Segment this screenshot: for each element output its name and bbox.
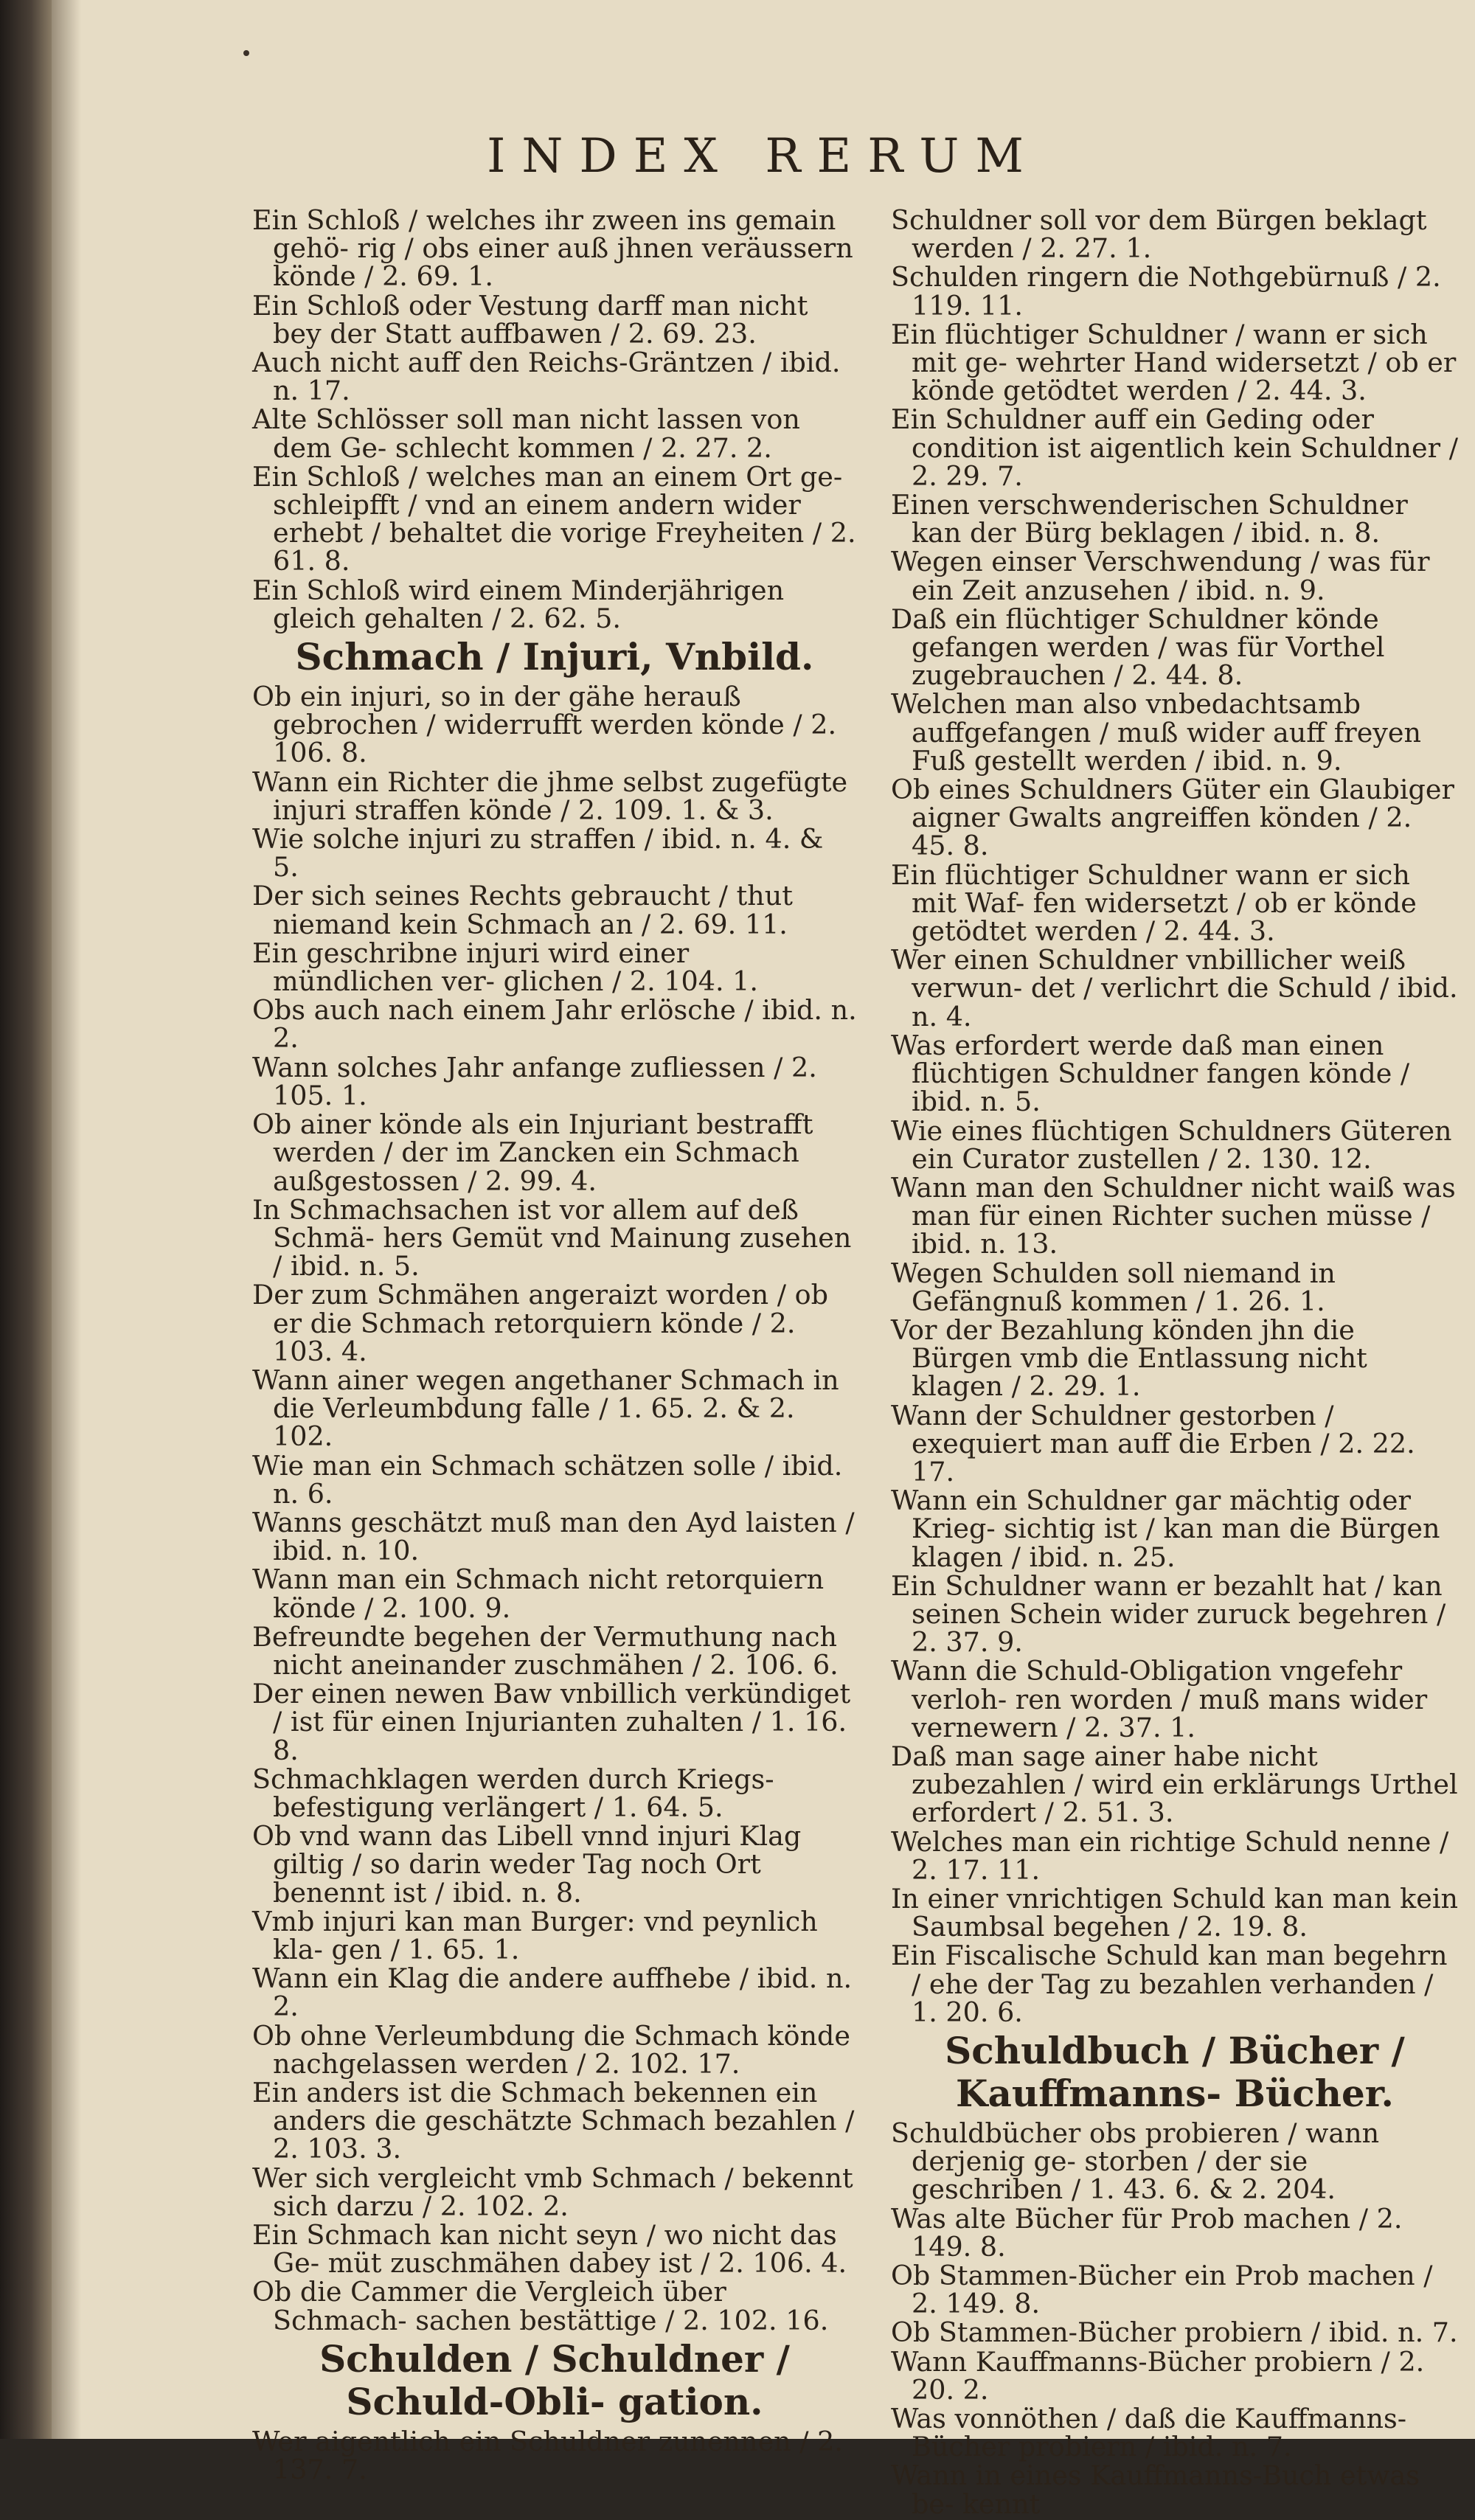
index-entry: Ein anders ist die Schmach bekennen ein anders die geschätzte Schmach bezahlen / 2. 103. 3. bbox=[252, 2077, 855, 2165]
book-binding bbox=[0, 0, 52, 2439]
index-entry: Was vonnöthen / daß die Kauffmanns-Bücher probiern / ibid. n. 7. bbox=[891, 2403, 1407, 2463]
index-entry: Wann Kauffmanns-Bücher probiern / 2. 20. 2. bbox=[891, 2345, 1425, 2406]
right-column bbox=[891, 206, 1459, 2519]
index-entry: Wanns geschätzt muß man den Ayd laisten / ibid. n. 10. bbox=[252, 1506, 855, 1567]
index-entry: Alte Schlösser soll man nicht lassen von dem Ge- schlecht kommen / 2. 27. 2. bbox=[252, 403, 800, 464]
index-entry: Ein Schuldner auff ein Geding oder condition ist aigentlich kein Schuldner / 2. 29. 7. bbox=[891, 403, 1458, 492]
index-entry: Wann ainer wegen angethaner Schmach in die Verleumbdung falle / 1. 65. 2. & 2. 102. bbox=[252, 1364, 839, 1453]
page-title: INDEX RERUM bbox=[487, 129, 1040, 184]
index-entry: Wann ein Klag die andere auffhebe / ibid. n. 2. bbox=[252, 1962, 853, 2023]
index-entry: Daß ein flüchtiger Schuldner könde gefangen werden / was für Vorthel zugebrauchen / 2. 44. 8. bbox=[891, 603, 1385, 692]
index-entry: Wer sich vergleicht vmb Schmach / bekennt sich darzu / 2. 102. 2. bbox=[252, 2162, 853, 2222]
index-entry: Wann die Schuld-Obligation vngefehr verloh- ren worden / muß mans wider vernewern / 2. 37. 1. bbox=[891, 1655, 1428, 1743]
index-entry: Ob Stammen-Bücher ein Prob machen / 2. 149. 8. bbox=[891, 2260, 1433, 2320]
index-entry: Schuldbücher obs probieren / wann derjenig ge- storben / der sie geschriben / 1. 43. 6. & 2. 204. bbox=[891, 2117, 1380, 2206]
index-entry: Wer einen Schuldner vnbillicher weiß verwun- det / verlichrt die Schuld / ibid. n. 4. bbox=[891, 944, 1458, 1032]
index-entry: Ein geschribne injuri wird einer mündlichen ver- glichen / 2. 104. 1. bbox=[252, 937, 758, 998]
index-entry: Wann man den Schuldner nicht waiß was man für einen Richter suchen müsse / ibid. n. 13. bbox=[891, 1171, 1456, 1260]
index-entry: Der zum Schmähen angeraizt worden / ob er die Schmach retorquiern könde / 2. 103. 4. bbox=[252, 1279, 829, 1367]
index-heading: Schulden / Schuldner / Schuld-Obli- gation. bbox=[319, 2336, 790, 2423]
page-mark bbox=[243, 50, 249, 56]
index-entry: Wann ein Schuldner gar mächtig oder Krieg- sichtig ist / kan man die Bürgen klagen / ibid. n. 25. bbox=[891, 1485, 1440, 1573]
index-entry: Wann man ein Schmach nicht retorquiern könde / 2. 100. 9. bbox=[252, 1563, 825, 1624]
index-heading: Schuldbuch / Bücher / Kauffmanns- Bücher. bbox=[945, 2029, 1405, 2115]
index-entry: Wer aigentlich ein Schuldner zunennen / 2. 137. 7. bbox=[252, 2425, 844, 2486]
index-entry: Ein Schmach kan nicht seyn / wo nicht das Ge- müt zuschmähen dabey ist / 2. 106. 4. bbox=[252, 2219, 847, 2280]
index-entry: Ein Fiscalische Schuld kan man begehrn / ehe der Tag zu bezahlen verhanden / 1. 20. 6. bbox=[891, 1940, 1448, 2028]
index-entry: Ob die Cammer die Vergleich über Schmach- sachen bestättige / 2. 102. 16. bbox=[252, 2276, 829, 2336]
index-entry: Ein Schloß oder Vestung darff man nicht bey der Statt auffbawen / 2. 69. 23. bbox=[252, 289, 808, 350]
index-entry: Ein Schloß / welches man an einem Ort ge- schleipfft / vnd an einem andern wider erhebt / behaltet die vorige Freyheiten / 2. 61. 8. bbox=[252, 460, 856, 577]
index-entry: Ob ohne Verleumbdung die Schmach könde nachgelassen werden / 2. 102. 17. bbox=[252, 2019, 850, 2080]
index-entry: Der einen newen Baw vnbillich verkündiget / ist für einen Injurianten zuhalten / 1. 16. 8. bbox=[252, 1678, 851, 1766]
index-entry: Wegen einser Verschwendung / was für ein Zeit anzusehen / ibid. n. 9. bbox=[891, 546, 1430, 606]
index-entry: Befreundte begehen der Vermuthung nach nicht aneinander zuschmähen / 2. 106. 6. bbox=[252, 1620, 839, 1681]
index-entry: Wie eines flüchtigen Schuldners Güteren ein Curator zustellen / 2. 130. 12. bbox=[891, 1114, 1452, 1175]
index-entry: Ein flüchtiger Schuldner wann er sich mit Waf- fen widersetzt / ob er könde getödtet werden / 2. 44. 3. bbox=[891, 858, 1417, 948]
index-entry: Ob Stammen-Bücher probiern / ibid. n. 7. bbox=[891, 2316, 1458, 2349]
index-entry: Wie solche injuri zu straffen / ibid. n. 4. & 5. bbox=[252, 823, 824, 884]
index-heading: Schmach / Injuri, Vnbild. bbox=[295, 635, 814, 679]
index-entry: Wann solches Jahr anfange zufliessen / 2. 105. 1. bbox=[252, 1051, 817, 1111]
index-entry: Wann in eines Kauffmanns-Buch etwas be- kennt bbox=[891, 2460, 1420, 2520]
index-entry: Wegen Schulden soll niemand in Gefängnuß kommen / 1. 26. 1. bbox=[891, 1257, 1336, 1317]
index-entry: Ob ein injuri, so in der gähe herauß gebrochen / widerrufft werden könde / 2. 106. 8. bbox=[252, 681, 837, 769]
index-entry: Ein Schloß / welches ihr zween ins gemain gehö- rig / obs einer auß jhnen veräussern könde / 2. 69. 1. bbox=[252, 204, 853, 293]
index-entry: Daß man sage ainer habe nicht zubezahlen / wird ein erklärungs Urthel erfordert / 2. 51. 3. bbox=[891, 1740, 1458, 1829]
index-entry: Wie man ein Schmach schätzen solle / ibid. n. 6. bbox=[252, 1449, 843, 1510]
index-entry: Ob eines Schuldners Güter ein Glaubiger aigner Gwalts angreiffen könden / 2. 45. 8. bbox=[891, 774, 1454, 862]
left-column bbox=[252, 206, 857, 2485]
index-entry: Wann der Schuldner gestorben / exequiert man auff die Erben / 2. 22. 17. bbox=[891, 1399, 1415, 1488]
index-entry: Welches man ein richtige Schuld nenne / 2. 17. 11. bbox=[891, 1825, 1449, 1886]
index-entry: Welchen man also vnbedachtsamb auffgefangen / muß wider auff freyen Fuß gestellt werden / ibid. n. 9. bbox=[891, 688, 1422, 777]
index-entry: Vor der Bezahlung könden jhn die Bürgen vmb die Entlassung nicht klagen / 2. 29. 1. bbox=[891, 1313, 1367, 1403]
index-entry: Obs auch nach einem Jahr erlösche / ibid. n. 2. bbox=[252, 994, 857, 1055]
index-entry: Ein Schuldner wann er bezahlt hat / kan seinen Schein wider zuruck begehren / 2. 37. 9. bbox=[891, 1569, 1446, 1659]
index-entry: In Schmachsachen ist vor allem auf deß Schmä- hers Gemüt vnd Mainung zusehen / ibid. n. 5. bbox=[252, 1193, 852, 1282]
index-entry: Ob ainer könde als ein Injuriant bestrafft werden / der im Zancken ein Schmach außgestossen / 2. 99. 4. bbox=[252, 1108, 813, 1197]
index-entry: Schmachklagen werden durch Kriegs-befestigung verlängert / 1. 64. 5. bbox=[252, 1763, 774, 1823]
index-entry: Vmb injuri kan man Burger: vnd peynlich kla- gen / 1. 65. 1. bbox=[252, 1905, 818, 1965]
index-entry: Ein flüchtiger Schuldner / wann er sich mit ge- wehrter Hand widersetzt / ob er könde getödtet werden / 2. 44. 3. bbox=[891, 318, 1457, 407]
index-entry: Auch nicht auff den Reichs-Gräntzen / ibid. n. 17. bbox=[252, 347, 841, 407]
index-entry: Was alte Bücher für Prob machen / 2. 149. 8. bbox=[891, 2202, 1403, 2263]
index-entry: Wann ein Richter die jhme selbst zugefügte injuri straffen könde / 2. 109. 1. & 3. bbox=[252, 766, 848, 826]
index-entry: Ob vnd wann das Libell vnnd injuri Klag giltig / so darin weder Tag noch Ort benennt ist / ibid. n. 8. bbox=[252, 1820, 802, 1909]
index-entry: Schuldner soll vor dem Bürgen beklagt werden / 2. 27. 1. bbox=[891, 204, 1427, 265]
index-entry: Schulden ringern die Nothgebürnuß / 2. 119. 11. bbox=[891, 261, 1441, 322]
index-entry: In einer vnrichtigen Schuld kan man kein Saumbsal begehen / 2. 19. 8. bbox=[891, 1882, 1459, 1943]
index-entry: Der sich seines Rechts gebraucht / thut niemand kein Schmach an / 2. 69. 11. bbox=[252, 880, 793, 940]
index-entry: Ein Schloß wird einem Minderjährigen gleich gehalten / 2. 62. 5. bbox=[252, 574, 785, 634]
book-page bbox=[52, 0, 1475, 2520]
index-entry: Einen verschwenderischen Schuldner kan der Bürg beklagen / ibid. n. 8. bbox=[891, 489, 1408, 549]
index-entry: Was erfordert werde daß man einen flüchtigen Schuldner fangen könde / ibid. n. 5. bbox=[891, 1029, 1410, 1118]
